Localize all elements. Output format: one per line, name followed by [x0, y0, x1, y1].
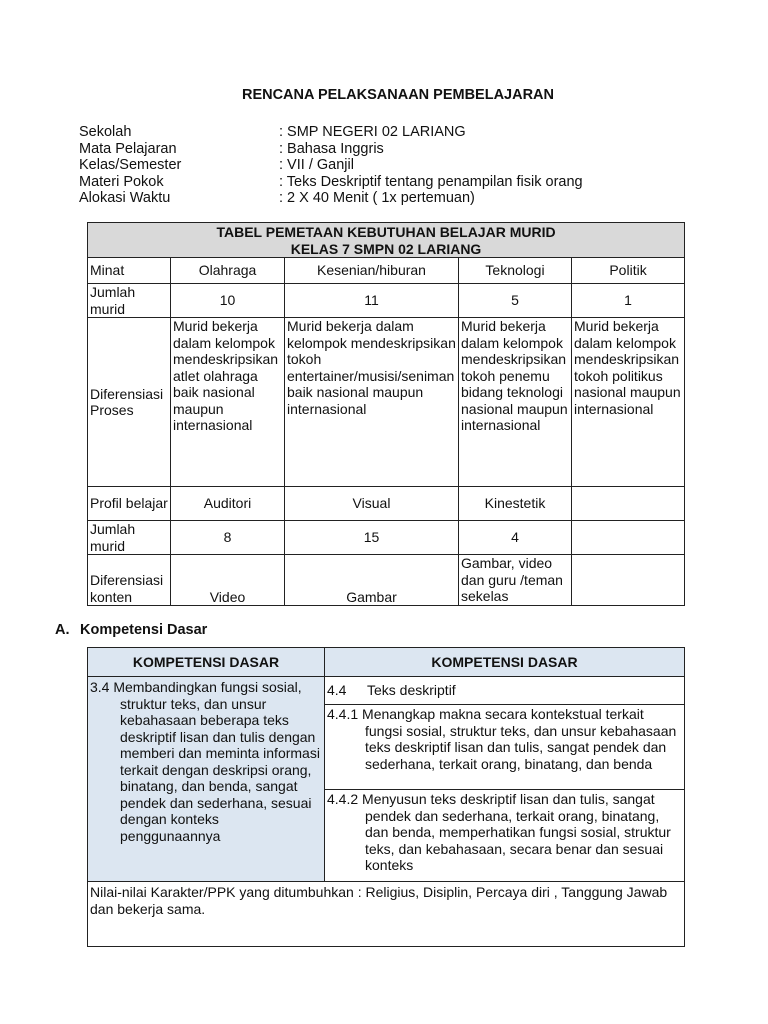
info-label: Mata Pelajaran [79, 140, 177, 157]
nilai-karakter-cell: Nilai-nilai Karakter/PPK yang ditumbuhkan : Religius, Disiplin, Percaya diri , Tanggung Jawab dan bekerja sama. [88, 882, 685, 947]
row-label: Minat [88, 258, 171, 284]
mapping-title-line2: KELAS 7 SMPN 02 LARIANG [290, 240, 482, 257]
table-cell: Olahraga [171, 258, 285, 284]
table-cell: 15 [285, 521, 459, 555]
table-cell: Murid bekerja dalam kelompok mendeskripsikan atlet olahraga baik nasional maupun internasional [171, 318, 285, 487]
table-cell: 5 [459, 284, 572, 318]
info-row-sekolah [79, 124, 583, 141]
row-diferensiasi-konten [88, 555, 685, 606]
kd-header-right: KOMPETENSI DASAR [325, 648, 685, 677]
section-title: Kompetensi Dasar [80, 622, 208, 638]
table-cell: Murid bekerja dalam kelompok mendeskripsikan tokoh penemu bidang teknologi nasional maupun internasional [459, 318, 572, 487]
row-jumlah-murid-2 [88, 521, 685, 555]
row-profil-belajar [88, 487, 685, 521]
table-cell: Murid bekerja dalam kelompok mendeskripsikan tokoh entertainer/musisi/seniman baik nasional maupun internasional [285, 318, 459, 487]
kd-4-4-number: 4.4 [327, 682, 347, 699]
kd-4-4-2-text: 4.4.2 Menyusun teks deskriptif lisan dan tulis, sangat pendek dan sederhana, terkait orang, binatang, dan benda, memperhatikan fungsi sosial, struktur teks, dan kebahasaan, secara benar dan sesuai konteks [327, 791, 671, 873]
info-value: : VII / Ganjil [279, 157, 354, 174]
row-label: Jumlah murid [88, 521, 171, 555]
kd-header-left: KOMPETENSI DASAR [88, 648, 325, 677]
row-label: Profil belajar [88, 487, 171, 521]
section-number: A. [55, 622, 70, 638]
info-row-materi-pokok [79, 174, 583, 191]
identity-block [79, 124, 583, 207]
table-cell: Visual [285, 487, 459, 521]
info-label: Alokasi Waktu [79, 190, 171, 207]
kd-3-4-cell [88, 677, 325, 882]
table-cell: Video [171, 555, 285, 606]
info-row-kelas-semester [79, 157, 583, 174]
kompetensi-dasar-table [87, 647, 685, 947]
table-cell: Gambar [285, 555, 459, 606]
row-label: Diferensiasi konten [88, 555, 171, 606]
info-row-alokasi-waktu [79, 190, 583, 207]
kd-4-4-1-cell [325, 705, 685, 790]
table-cell [572, 487, 685, 521]
kd-4-4-2-cell [325, 790, 685, 882]
table-cell: 11 [285, 284, 459, 318]
kd-header-row [88, 648, 685, 677]
table-cell: 8 [171, 521, 285, 555]
row-diferensiasi-proses [88, 318, 685, 487]
info-label: Materi Pokok [79, 173, 164, 190]
info-value: : SMP NEGERI 02 LARIANG [279, 124, 466, 140]
kd-4-4-text: Teks deskriptif [367, 682, 456, 699]
kd-4-4-cell [325, 677, 685, 705]
mapping-title-line1: TABEL PEMETAAN KEBUTUHAN BELAJAR MURID [216, 224, 556, 240]
table-cell: Kinestetik [459, 487, 572, 521]
table-cell: Teknologi [459, 258, 572, 284]
table-cell: Kesenian/hiburan [285, 258, 459, 284]
nilai-karakter-row [88, 882, 685, 947]
table-cell: Murid bekerja dalam kelompok mendeskripsikan tokoh politikus nasional maupun internasional [572, 318, 685, 487]
info-row-mata-pelajaran [79, 141, 583, 158]
row-jumlah-murid [88, 284, 685, 318]
page-title: RENCANA PELAKSANAAN PEMBELAJARAN [241, 87, 555, 103]
table-cell: Gambar, video dan guru /teman sekelas [459, 555, 572, 606]
table-cell: 4 [459, 521, 572, 555]
table-cell [572, 521, 685, 555]
table-cell: Auditori [171, 487, 285, 521]
section-a-heading [55, 622, 207, 638]
table-cell: Politik [572, 258, 685, 284]
table-cell: 10 [171, 284, 285, 318]
kd-4-4-1-text: 4.4.1 Menangkap makna secara kontekstual terkait fungsi sosial, struktur teks, dan unsur kebahasaan teks deskriptif lisan dan tulis, sangat pendek dan sederhana, terkait orang, binatang, dan benda [327, 706, 677, 772]
info-value: : Teks Deskriptif tentang penampilan fisik orang [279, 173, 583, 190]
kd-3-4-text: 3.4 Membandingkan fungsi sosial, struktur teks, dan unsur kebahasaan beberapa teks deskriptif lisan dan tulis dengan memberi dan meminta informasi terkait dengan deskripsi orang, binatang, dan benda, sangat pendek dan sederhana, sesuai dengan konteks penggunaannya [90, 679, 320, 844]
table-cell: 1 [572, 284, 685, 318]
info-value: : Bahasa Inggris [279, 140, 384, 157]
row-minat [88, 258, 685, 284]
row-label: Diferensiasi Proses [88, 318, 171, 487]
learning-needs-mapping-table [87, 222, 685, 606]
row-label: Jumlah murid [88, 284, 171, 318]
table-cell [572, 555, 685, 606]
info-label: Kelas/Semester [79, 157, 182, 174]
mapping-table-title [88, 223, 685, 258]
info-label: Sekolah [79, 124, 132, 140]
info-value: : 2 X 40 Menit ( 1x pertemuan) [279, 190, 475, 207]
